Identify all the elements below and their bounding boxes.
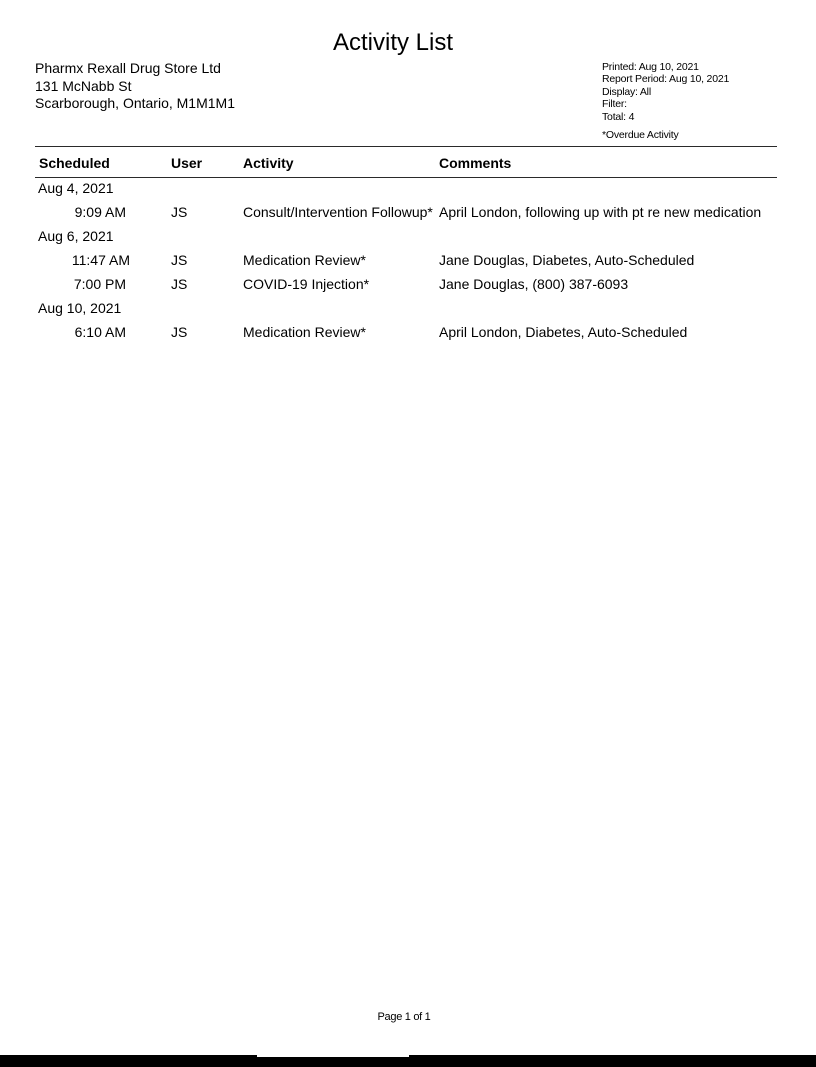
user-initials: JS (171, 324, 188, 340)
activity-comment: Jane Douglas, (800) 387-6093 (439, 276, 629, 292)
display-setting: Display: All (602, 85, 651, 98)
scheduled-time: 6:10 AM (74, 324, 126, 340)
page-bottom-notch (257, 1055, 409, 1057)
store-address: 131 McNabb St (35, 77, 132, 94)
overdue-legend: *Overdue Activity (602, 129, 679, 142)
table-row (0, 324, 816, 348)
table-row (0, 204, 816, 228)
table-row (0, 276, 816, 300)
total-count: Total: 4 (602, 110, 635, 123)
user-initials: JS (171, 204, 188, 220)
activity-name: Medication Review* (243, 324, 366, 340)
activity-name: Medication Review* (243, 252, 366, 268)
filter-setting: Filter: (602, 98, 627, 111)
activity-comment: April London, Diabetes, Auto-Scheduled (439, 324, 688, 340)
column-header-scheduled: Scheduled (39, 155, 110, 171)
store-info (35, 60, 235, 113)
date-group-header (0, 300, 816, 324)
column-header-comments: Comments (439, 155, 512, 171)
header-top-divider (35, 146, 777, 147)
scheduled-time: 7:00 PM (73, 276, 126, 292)
report-title: Activity List (332, 29, 454, 56)
header-bottom-divider (35, 177, 777, 178)
printed-date: Printed: Aug 10, 2021 (602, 61, 699, 73)
table-row (0, 252, 816, 276)
group-date: Aug 4, 2021 (38, 180, 114, 196)
group-date: Aug 6, 2021 (38, 228, 114, 244)
scheduled-time: 11:47 AM (71, 252, 130, 268)
column-header-activity: Activity (243, 155, 294, 171)
user-initials: JS (171, 276, 188, 292)
column-header-user: User (171, 155, 203, 171)
date-group-header (0, 228, 816, 252)
scheduled-time: 9:09 AM (74, 204, 126, 220)
store-name: Pharmx Rexall Drug Store Ltd (35, 60, 221, 76)
group-date: Aug 10, 2021 (38, 300, 122, 316)
activity-comment: Jane Douglas, Diabetes, Auto-Scheduled (439, 252, 695, 268)
report-period: Report Period: Aug 10, 2021 (602, 73, 730, 86)
user-initials: JS (171, 252, 188, 268)
store-city: Scarborough, Ontario, M1M1M1 (35, 95, 235, 111)
report-meta (602, 61, 729, 141)
date-group-header (0, 180, 816, 204)
activity-name: COVID-19 Injection* (243, 276, 370, 292)
activity-name: Consult/Intervention Followup* (243, 204, 433, 220)
page-number: Page 1 of 1 (377, 1011, 431, 1023)
activity-comment: April London, following up with pt re new medication (439, 204, 762, 220)
